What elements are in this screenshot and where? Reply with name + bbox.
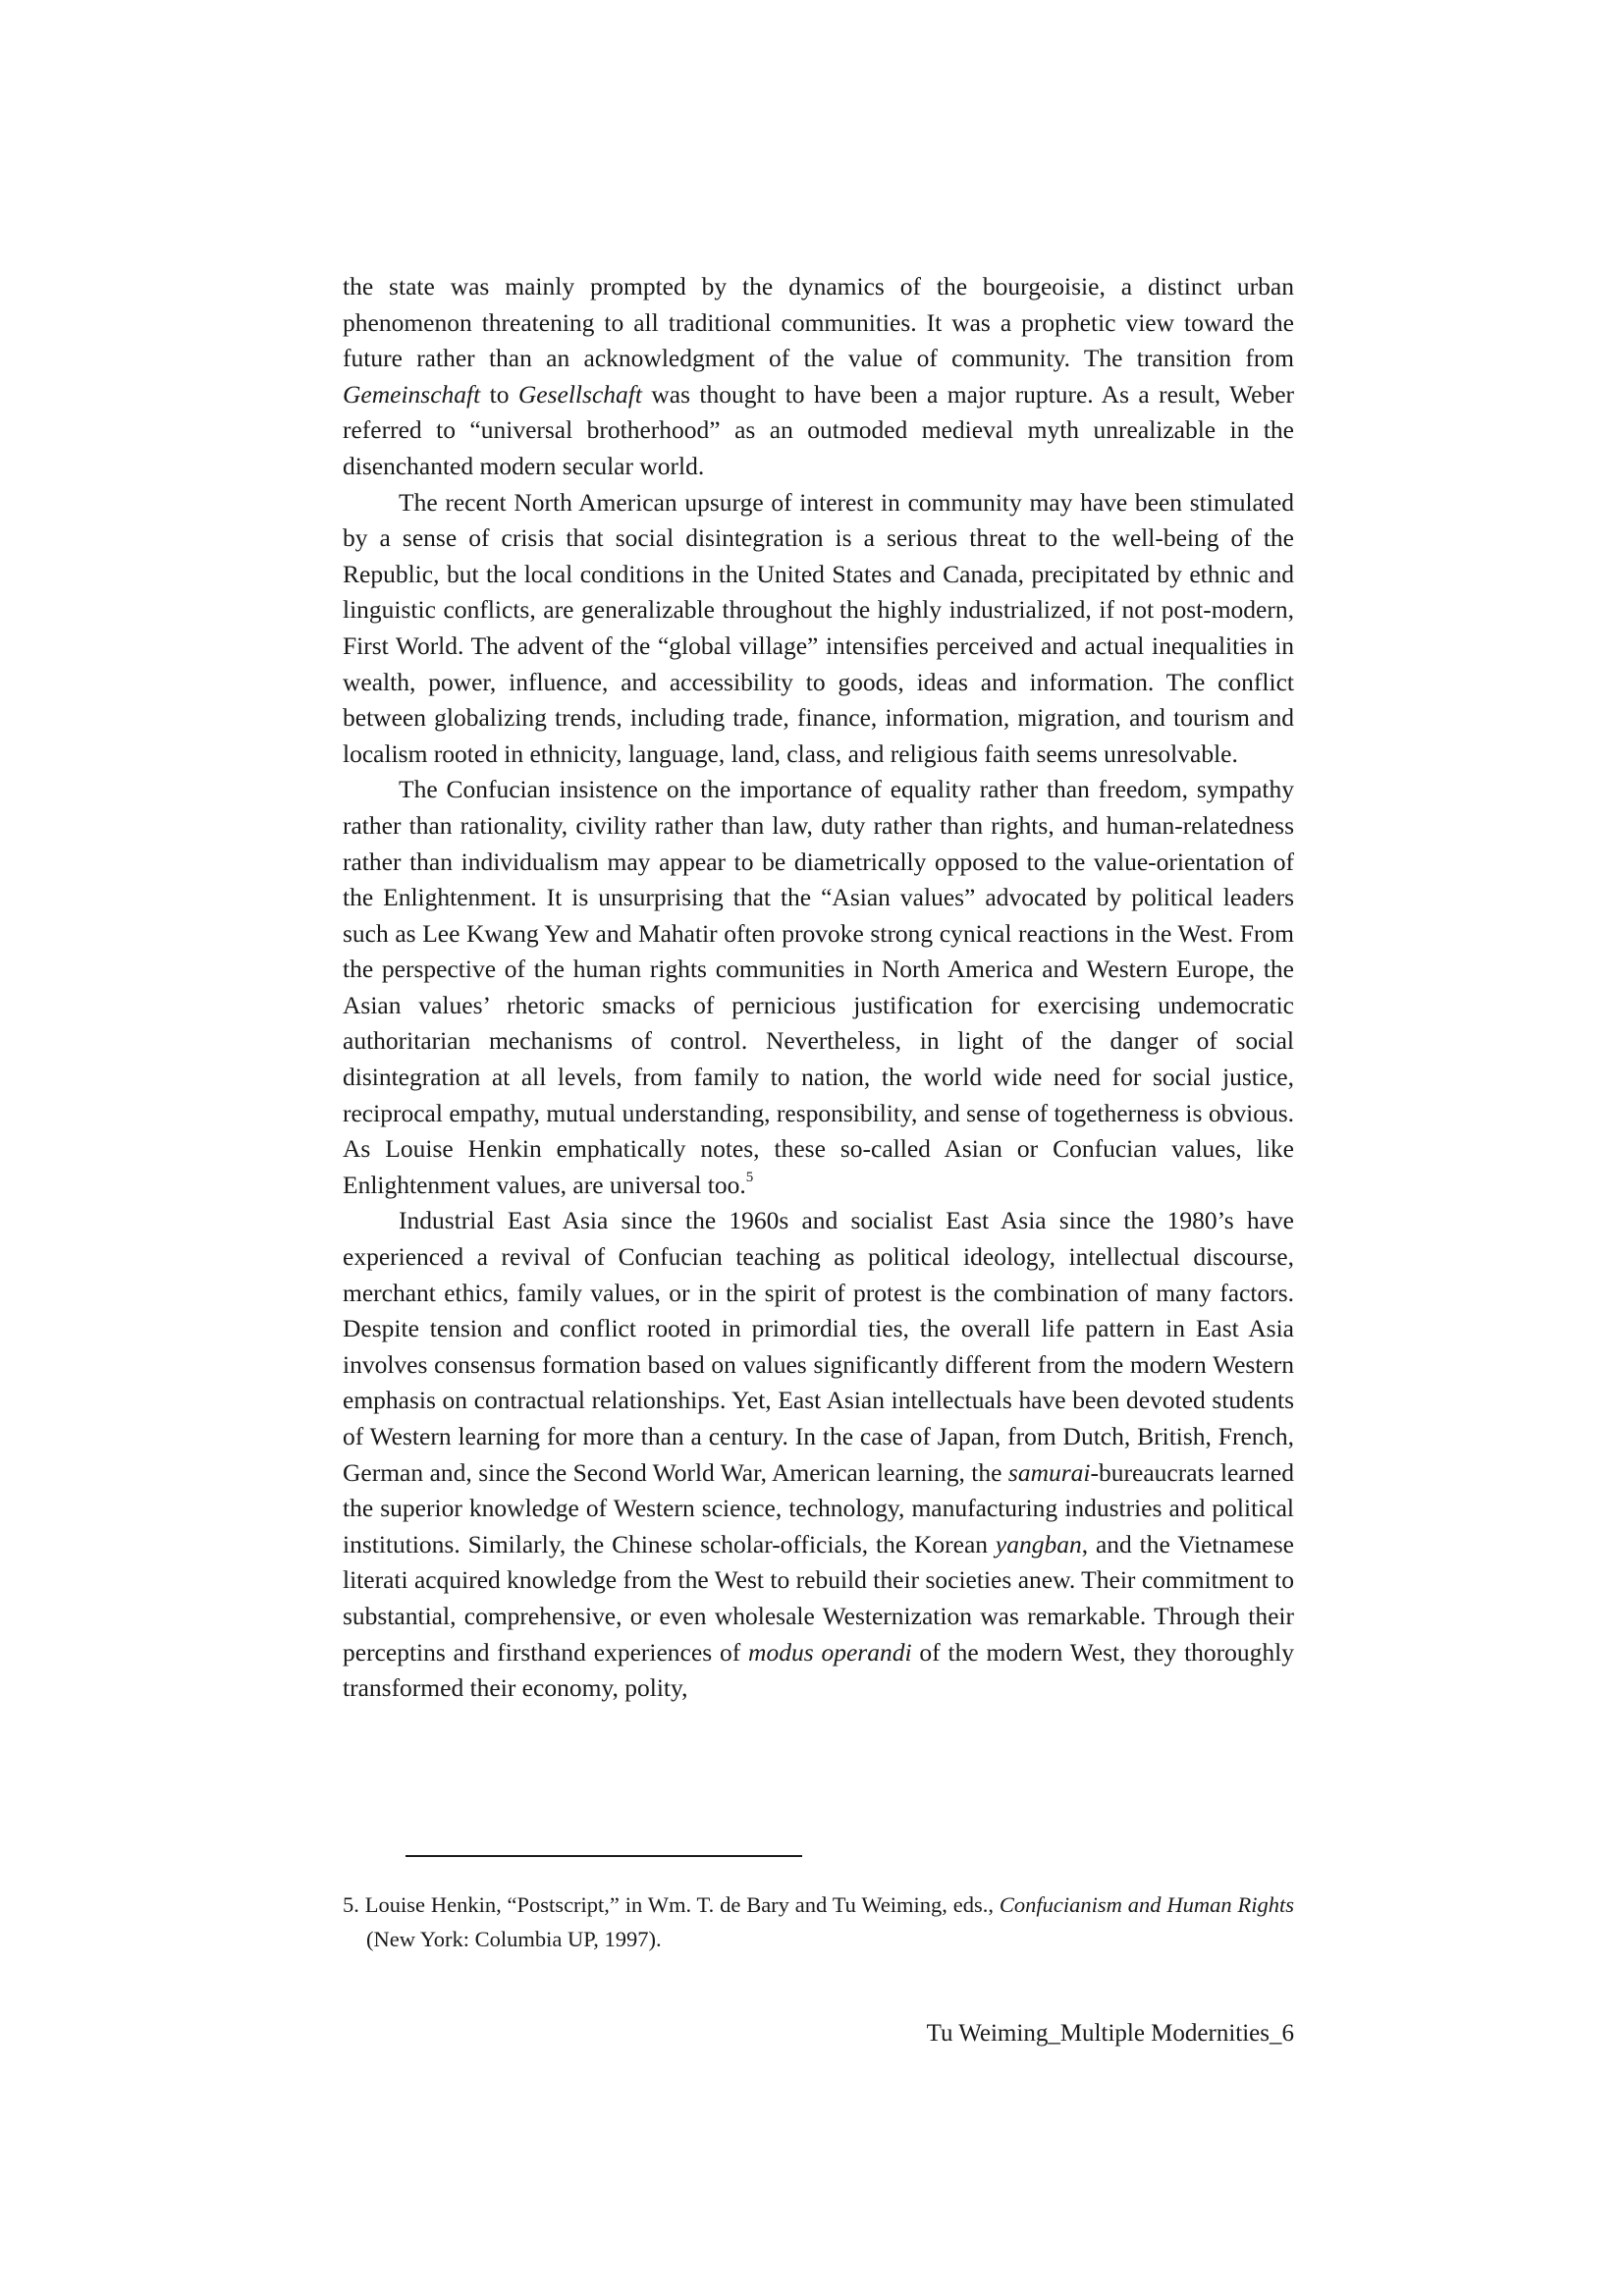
paragraph-4-text-c: , and the Vietnamese literati acquired knowledge from the West to rebuild their societies anew. Their commitment to substantial, comprehensive, or even wholesale Westernization was remarkable. Through their perceptins and firsthand experiences of <box>343 1529 1294 1667</box>
paragraph-4 <box>343 1203 1294 1706</box>
term-samurai: samurai <box>1007 1457 1091 1487</box>
footnote-divider <box>406 1855 802 1857</box>
paragraph-4-text-a: Industrial East Asia since the 1960s and socialist East Asia since the 1980’s have experienced a revival of Confucian teaching as political ideology, intellectual discourse, merchant ethics, family values, or in the spirit of protest is the combination of many factors. Despite tension and conflict rooted in primordial ties, the overall life pattern in East Asia involves consensus formation based on values significantly different from the modern Western emphasis on contractual relationships. Yet, East Asian intellectuals have been devoted students of Western learning for more than a century. In the case of Japan, from Dutch, British, French, German and, since the Second World War, American learning, the <box>343 1206 1294 1487</box>
paragraph-3 <box>343 772 1294 1203</box>
footnote-reference-5[interactable]: 5 <box>745 1170 754 1186</box>
paragraph-4-text-b: -bureaucrats learned the superior knowledge of Western science, technology, manufacturing industries and political institutions. Similarly, the Chinese scholar-officials, the Korean <box>343 1457 1294 1558</box>
running-footer: Tu Weiming_Multiple Modernities_6 <box>926 2020 1294 2047</box>
term-gesellschaft: Gesellschaft <box>517 379 642 409</box>
paragraph-1-text-a: the state was mainly prompted by the dynamics of the bourgeoisie, a distinct urban phenomenon threatening to all traditional communities. It was a prophetic view toward the future rather than an acknowledgment of the value of community. The transition from <box>343 272 1294 373</box>
body-text <box>343 269 1294 1707</box>
paragraph-1-text-c: was thought to have been a major rupture. As a result, Weber referred to “universal brotherhood” as an outmoded medieval myth unrealizable in the disenchanted modern secular world. <box>343 379 1294 480</box>
paragraph-3-text: The Confucian insistence on the importance of equality rather than freedom, sympathy rather than rationality, civility rather than law, duty rather than rights, and human-relatedness rather than individualism may appear to be diametrically opposed to the value-orientation of the Enlightenment. It is unsurprising that the “Asian values” advocated by political leaders such as Lee Kwang Yew and Mahatir often provoke strong cynical reactions in the West. From the perspective of the human rights communities in North America and Western Europe, the Asian values’ rhetoric smacks of pernicious justification for exercising undemocratic authoritarian mechanisms of control. Nevertheless, in light of the danger of social disintegration at all levels, from family to nation, the world wide need for social justice, reciprocal empathy, mutual understanding, responsibility, and sense of togetherness is obvious. As Louise Henkin emphatically notes, these so-called Asian or Confucian values, like Enlightenment values, are universal too. <box>343 775 1294 1199</box>
paragraph-1-text-b: to <box>480 379 518 409</box>
term-yangban: yangban <box>995 1529 1082 1558</box>
paragraph-2: The recent North American upsurge of interest in community may have been stimulated by a sense of crisis that social disintegration is a serious threat to the well-being of the Republic, but the local conditions in the United States and Canada, precipitated by ethnic and linguistic conflicts, are generalizable throughout the highly industrialized, if not post-modern, First World. The advent of the “global village” intensifies perceived and actual inequalities in wealth, power, influence, and accessibility to goods, ideas and information. The conflict between globalizing trends, including trade, finance, information, migration, and tourism and localism rooted in ethnicity, language, land, class, and religious faith seems unresolvable. <box>343 487 1294 768</box>
footnote-5 <box>343 1887 1294 1956</box>
footnote-book-title: Confucianism and Human Rights <box>999 1892 1294 1917</box>
footnote-text-a: Louise Henkin, “Postscript,” in Wm. T. de Bary and Tu Weiming, eds., <box>358 1892 1000 1917</box>
term-modus-operandi: modus operandi <box>748 1637 912 1667</box>
paragraph-4-text-d: of the modern West, they thoroughly transformed their economy, polity, <box>343 1637 1294 1703</box>
paragraph-1 <box>343 269 1294 485</box>
footnote-number: 5. <box>343 1892 359 1917</box>
footnote-text-b: (New York: Columbia UP, 1997). <box>366 1927 662 1951</box>
term-gemeinschaft: Gemeinschaft <box>343 379 481 409</box>
